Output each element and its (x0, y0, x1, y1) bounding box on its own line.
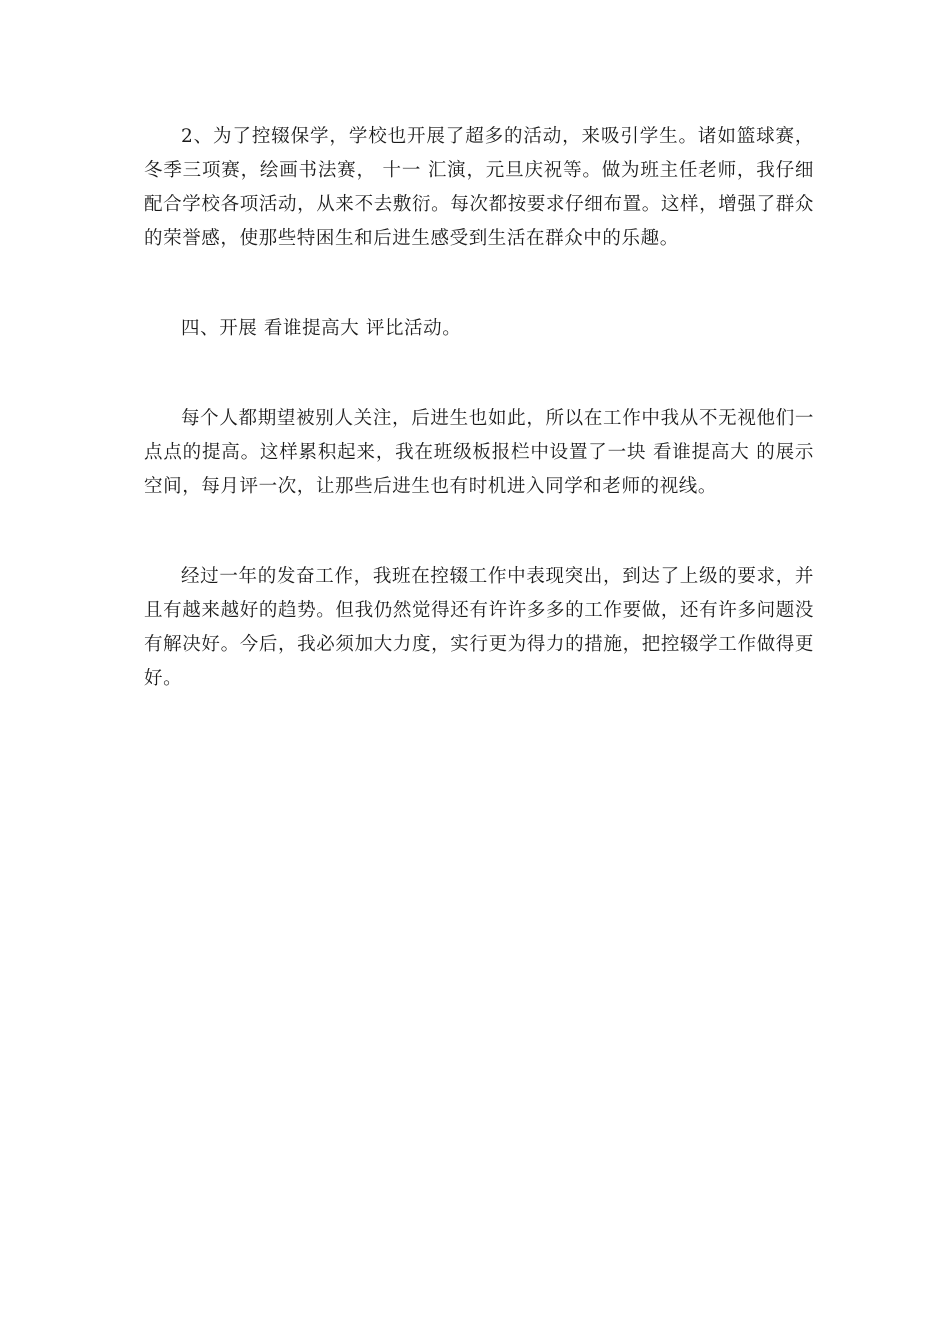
document-body (144, 120, 814, 696)
paragraph-progress: 每个人都期望被别人关注，后进生也如此，所以在工作中我从不无视他们一点点的提高。这样累积起来，我在班级板报栏中设置了一块 看谁提高大 的展示空间，每月评一次，让那些后进生也有时机进入同学和老师的视线。 (144, 408, 814, 497)
paragraph-conclusion: 经过一年的发奋工作，我班在控辍工作中表现突出，到达了上级的要求，并且有越来越好的趋势。但我仍然觉得还有许许多多的工作要做，还有许多问题没有解决好。今后，我必须加大力度，实行更为得力的措施，把控辍学工作做得更好。 (144, 566, 814, 689)
section-heading-four: 四、开展 看谁提高大 评比活动。 (181, 318, 462, 339)
paragraph-activities: 2、为了控辍保学，学校也开展了超多的活动，来吸引学生。诸如篮球赛，冬季三项赛，绘画书法赛， 十一 汇演，元旦庆祝等。做为班主任老师，我仔细配合学校各项活动，从来不去敷衍。每次都按要求仔细布置。这样，增强了群众的荣誉感，使那些特困生和后进生感受到生活在群众中的乐趣。 (144, 126, 814, 249)
